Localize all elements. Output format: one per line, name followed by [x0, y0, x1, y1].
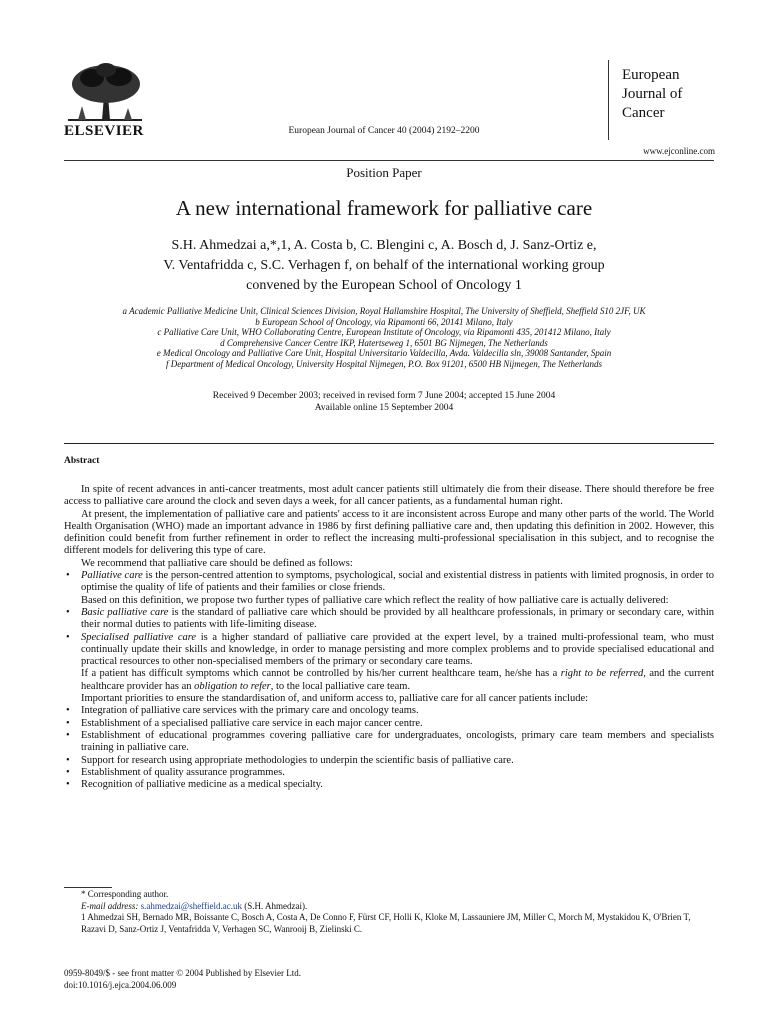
affiliation: a Academic Palliative Medicine Unit, Clinical Sciences Division, Royal Hallamshire Hospital, The University of Sheffield, Sheffield S10 2JF, UK — [122, 306, 646, 316]
priorities-intro-text: Important priorities to ensure the standardisation of, and uniform access to, palliative care for all cancer patients include: — [81, 693, 589, 705]
abstract-heading: Abstract — [64, 456, 100, 466]
note-emphasis: obligation to refer — [194, 680, 271, 692]
note-text: If a patient has difficult symptoms which cannot be controlled by his/her current healthcare team, he/she has a — [81, 668, 561, 680]
affiliation-list — [0, 306, 768, 369]
abstract-body — [64, 484, 714, 791]
priority-item: • Recognition of palliative medicine as a medical specialty. — [64, 779, 714, 791]
priority-item: • Support for research using appropriate methodologies to underpin the scientific basis of palliative care. — [64, 755, 714, 767]
definition-text: is the person-centred attention to symptoms, psychological, social and existential distress in patients with limited prognosis, in order to optimise the quality of life of patients and their families or close friends. — [81, 570, 714, 594]
brand-line: Journal of — [622, 86, 683, 102]
brand-line: European — [622, 67, 680, 83]
author-line: S.H. Ahmedzai a,*,1, A. Costa b, C. Blengini c, A. Bosch d, J. Sanz-Ortiz e, — [171, 238, 597, 253]
definition-list — [64, 570, 714, 791]
priority-item: • Integration of palliative care services with the primary care and oncology teams. — [64, 705, 714, 717]
abstract-paragraph: We recommend that palliative care should be defined as follows: — [81, 557, 353, 569]
publication-info — [64, 967, 301, 991]
definition-note — [64, 595, 714, 607]
received-dates: Received 9 December 2003; received in revised form 7 June 2004; accepted 15 June 2004 — [212, 391, 556, 401]
abstract-paragraph: In spite of recent advances in anti-cancer treatments, most adult cancer patients still ultimately die from their disease. There should therefore be free access to palliative care around the clock and seven days a week, for all cancer patients, as a fundamental human right. — [64, 484, 714, 508]
section-rule — [64, 443, 714, 444]
elsevier-tree-icon — [64, 62, 146, 122]
definition-note-text: Based on this definition, we propose two further types of palliative care which reflect the reality of how palliative care is actually delivered: — [81, 594, 669, 606]
author-list — [0, 236, 768, 296]
email-note — [64, 901, 714, 913]
note-emphasis: right to be referred — [560, 668, 644, 680]
affiliation: f Department of Medical Oncology, University Hospital Nijmegen, P.O. Box 91201, 6500 HB Nijmegen, The Netherlands — [165, 358, 603, 369]
definition-item — [64, 607, 714, 632]
email-label: E-mail address: — [81, 900, 141, 911]
footnote-rule — [64, 887, 112, 888]
affiliation: c Palliative Care Unit, WHO Collaborating Centre, European Institute of Oncology, via Ripamonti 435, 201412 Milano, Italy — [157, 327, 611, 337]
affiliation: d Comprehensive Cancer Centre IKP, Hatertseweg 1, 6501 BG Nijmegen, The Netherlands — [220, 337, 548, 348]
affiliation: e Medical Oncology and Palliative Care Unit, Hospital Universitario Valdecilla, Avda. Valdecilla sln, 39008 Santander, Spain — [156, 348, 612, 358]
doi-line[interactable]: doi:10.1016/j.ejca.2004.06.009 — [64, 980, 177, 990]
definition-item — [64, 570, 714, 595]
paper-title: A new international framework for palliative care — [175, 196, 593, 220]
definition-text: is a higher standard of palliative care provided at the expert level, by a trained multi-professional team, who must continually update their skills and knowledge, in order to manage persisting and more complex problems and to provide specialised educational and practical resources to other non-specialised members of the primary or secondary care teams. — [81, 631, 714, 668]
definition-term: Palliative care — [81, 570, 143, 582]
paper-type: Position Paper — [346, 165, 422, 180]
definition-term: Specialised palliative care — [81, 631, 197, 643]
priority-item: • Establishment of educational programmes covering palliative care for undergraduates, oncologists, primary care team members and specialists training in palliative care. — [64, 730, 714, 755]
abstract-paragraph: At present, the implementation of palliative care and patients' access to it are inconsistent across Europe and many other parts of the world. The World Health Organisation (WHO) made an important advance in 1986 by first defining palliative care and, then updating this definition in 2002. However, this definition could benefit from further refinement in order to reflect the increasing multi-professional specialisation in this subject, and to recognise the different models for delivering this type of care. — [64, 508, 714, 557]
author-line: convened by the European School of Oncology 1 — [246, 278, 522, 293]
footnotes — [64, 889, 714, 935]
journal-citation: European Journal of Cancer 40 (2004) 2192–2200 — [288, 126, 480, 136]
author-line: V. Ventafridda c, S.C. Verhagen f, on behalf of the international working group — [163, 258, 605, 273]
brand-divider — [608, 60, 609, 140]
issn-line: 0959-8049/$ - see front matter © 2004 Published by Elsevier Ltd. — [64, 968, 302, 978]
group-note: 1 Ahmedzai SH, Bernado MR, Boissante C, Bosch A, Costa A, De Conno F, Fürst CF, Holli K, Kloke M, Lassauniere JM, Miller C, Morch M, Mystakidou K, O'Brien T, Razavi D, Sanz-Ortiz J, Ventafridda V, Verhagen SC, Wanrooij B, Zielinski C. — [81, 912, 691, 934]
header-rule — [64, 160, 714, 161]
corresponding-note: * Corresponding author. — [81, 889, 169, 899]
publisher-name: ELSEVIER — [64, 123, 144, 139]
affiliation: b European School of Oncology, via Ripamonti 66, 20141 Milano, Italy — [255, 316, 513, 327]
article-dates — [0, 390, 768, 414]
note-text: , and the current healthcare provider has an — [81, 668, 714, 692]
note-text: , to the local palliative care team. — [270, 680, 411, 692]
priority-item: • Establishment of a specialised palliative care service in each major cancer centre. — [64, 718, 714, 730]
email-link[interactable]: s.ahmedzai@sheffield.ac.uk — [140, 900, 243, 911]
definition-note — [64, 668, 714, 693]
definition-term: Basic palliative care — [81, 606, 169, 618]
definition-text: is the standard of palliative care which should be provided by all healthcare professionals, in primary or secondary care, within their normal duties to patients with life-limiting disease. — [81, 606, 714, 631]
priorities-intro — [64, 693, 714, 705]
journal-brand — [622, 66, 682, 123]
email-suffix: (S.H. Ahmedzai). — [242, 900, 308, 911]
brand-line: Cancer — [622, 105, 665, 121]
priority-item: • Establishment of quality assurance programmes. — [64, 767, 714, 779]
definition-item — [64, 632, 714, 669]
journal-website[interactable]: www.ejconline.com — [643, 146, 715, 156]
online-date: Available online 15 September 2004 — [314, 403, 454, 413]
